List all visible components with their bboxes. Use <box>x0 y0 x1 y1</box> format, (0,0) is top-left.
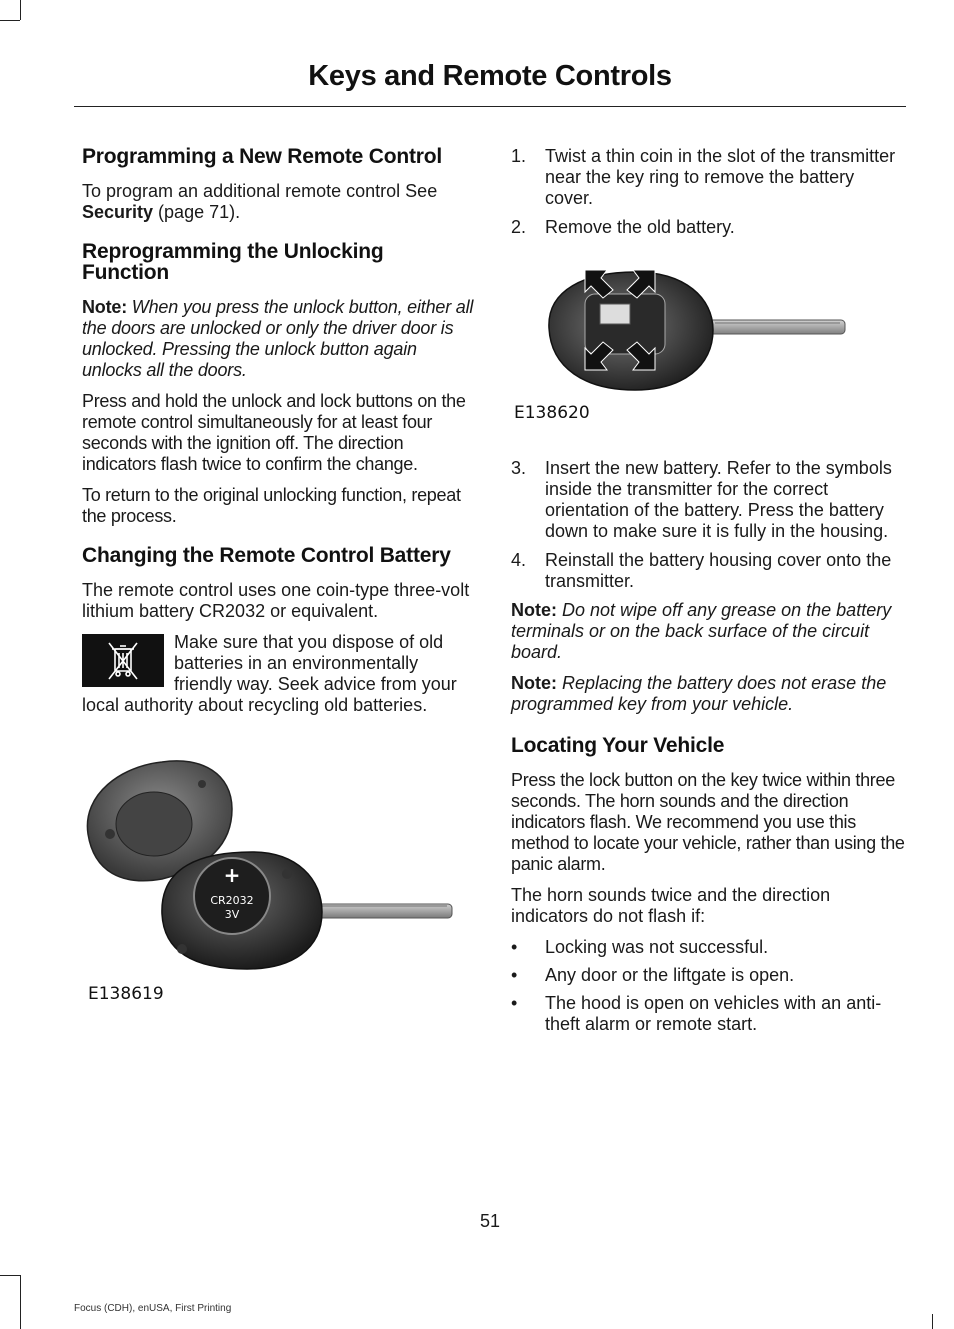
bullet-icon: • <box>511 965 518 985</box>
step-text: Remove the old battery. <box>545 217 735 237</box>
right-column <box>511 146 906 1042</box>
press-hold-paragraph: Press and hold the unlock and lock buttons on the remote control simultaneously for at least four seconds with the ignition off. The direction indicators flash twice to confirm the change. <box>82 391 466 474</box>
note-text: Do not wipe off any grease on the battery terminals or on the back surface of the circuit board. <box>511 600 892 662</box>
step-number: 2. <box>511 217 527 237</box>
list-item <box>511 217 906 238</box>
page-reference: (page 71). <box>153 202 241 222</box>
note-label: Note: <box>511 673 557 693</box>
step-number: 1. <box>511 146 527 166</box>
crop-mark <box>0 1275 20 1276</box>
figure-key-battery <box>82 754 462 1004</box>
horn-paragraph: The horn sounds twice and the direction indicators do not flash if: <box>511 885 831 926</box>
note-text: When you press the unlock button, either all the doors are unlocked or only the driver door is unlocked. Pressing the unlock button again unlocks all the doors. <box>82 297 474 380</box>
note-grease <box>511 600 906 663</box>
note-replacing <box>511 673 906 715</box>
list-item <box>511 993 906 1035</box>
bullet-text: The hood is open on vehicles with an anti-theft alarm or remote start. <box>545 993 882 1034</box>
step-number: 3. <box>511 458 527 478</box>
step-number: 4. <box>511 550 527 570</box>
crop-mark <box>20 1275 21 1329</box>
programming-paragraph <box>82 181 474 223</box>
page-title: Keys and Remote Controls <box>308 60 672 92</box>
list-item <box>511 550 906 592</box>
crossed-bin-icon <box>103 639 143 683</box>
transmitter-illustration <box>545 268 885 403</box>
step-text: Reinstall the battery housing cover onto the transmitter. <box>545 550 892 591</box>
note-unlock <box>82 297 474 381</box>
list-item <box>511 937 906 958</box>
figure-transmitter <box>511 268 906 444</box>
conditions-list <box>511 937 906 1035</box>
battery-model: CR2032 <box>210 894 254 907</box>
figure-id-e138619: E138619 <box>88 984 164 1004</box>
bullet-text: Any door or the liftgate is open. <box>545 965 795 985</box>
crop-mark <box>0 20 20 21</box>
crop-mark <box>20 0 21 20</box>
crop-mark <box>932 1314 933 1329</box>
battery-voltage: 3V <box>224 908 240 921</box>
battery-plus: + <box>223 863 241 887</box>
key-battery-illustration <box>82 754 462 979</box>
steps-list-b <box>511 458 906 592</box>
left-column <box>82 146 474 1004</box>
security-link[interactable]: Security <box>82 202 154 222</box>
steps-list-a <box>511 146 906 238</box>
step-text: Insert the new battery. Refer to the symbols inside the transmitter for the correct orientation of the battery. Press the battery down to make sure it is fully in the housing. <box>545 458 892 541</box>
note-label: Note: <box>511 600 557 620</box>
note-label: Note: <box>82 297 127 317</box>
bullet-text: Locking was not successful. <box>545 937 769 957</box>
section-heading-locating: Locating Your Vehicle <box>511 734 725 757</box>
list-item <box>511 458 906 542</box>
locating-paragraph: Press the lock button on the key twice within three seconds. The horn sounds and the direction indicators flash. We recommend you use this method to locate your vehicle, rather than using the panic alarm. <box>511 770 905 874</box>
title-rule <box>74 106 906 107</box>
bullet-icon: • <box>511 937 518 957</box>
note-text: Replacing the battery does not erase the programmed key from your vehicle. <box>511 673 887 714</box>
programming-text: To program an additional remote control See <box>82 181 438 201</box>
recycle-symbol <box>82 634 164 687</box>
section-heading-programming: Programming a New Remote Control <box>82 145 442 168</box>
list-item <box>511 965 906 986</box>
recycle-note <box>82 632 474 716</box>
battery-paragraph: The remote control uses one coin-type three-volt lithium battery CR2032 or equivalent. <box>82 580 470 621</box>
footer-text: Focus (CDH), enUSA, First Printing <box>74 1303 232 1314</box>
step-text: Twist a thin coin in the slot of the transmitter near the key ring to remove the battery cover. <box>545 146 896 208</box>
section-heading-battery: Changing the Remote Control Battery <box>82 544 451 567</box>
list-item <box>511 146 906 209</box>
page-number: 51 <box>479 1211 501 1231</box>
cover-button <box>116 792 192 856</box>
bullet-icon: • <box>511 993 518 1013</box>
figure-id-e138620: E138620 <box>514 403 590 423</box>
return-paragraph: To return to the original unlocking function, repeat the process. <box>82 485 461 526</box>
section-heading-reprogramming: Reprogramming the Unlocking Function <box>82 240 384 284</box>
recycle-text: Make sure that you dispose of old batteries in an environmentally friendly way. Seek advice from your local authority about recycling old batteries. <box>82 632 457 715</box>
